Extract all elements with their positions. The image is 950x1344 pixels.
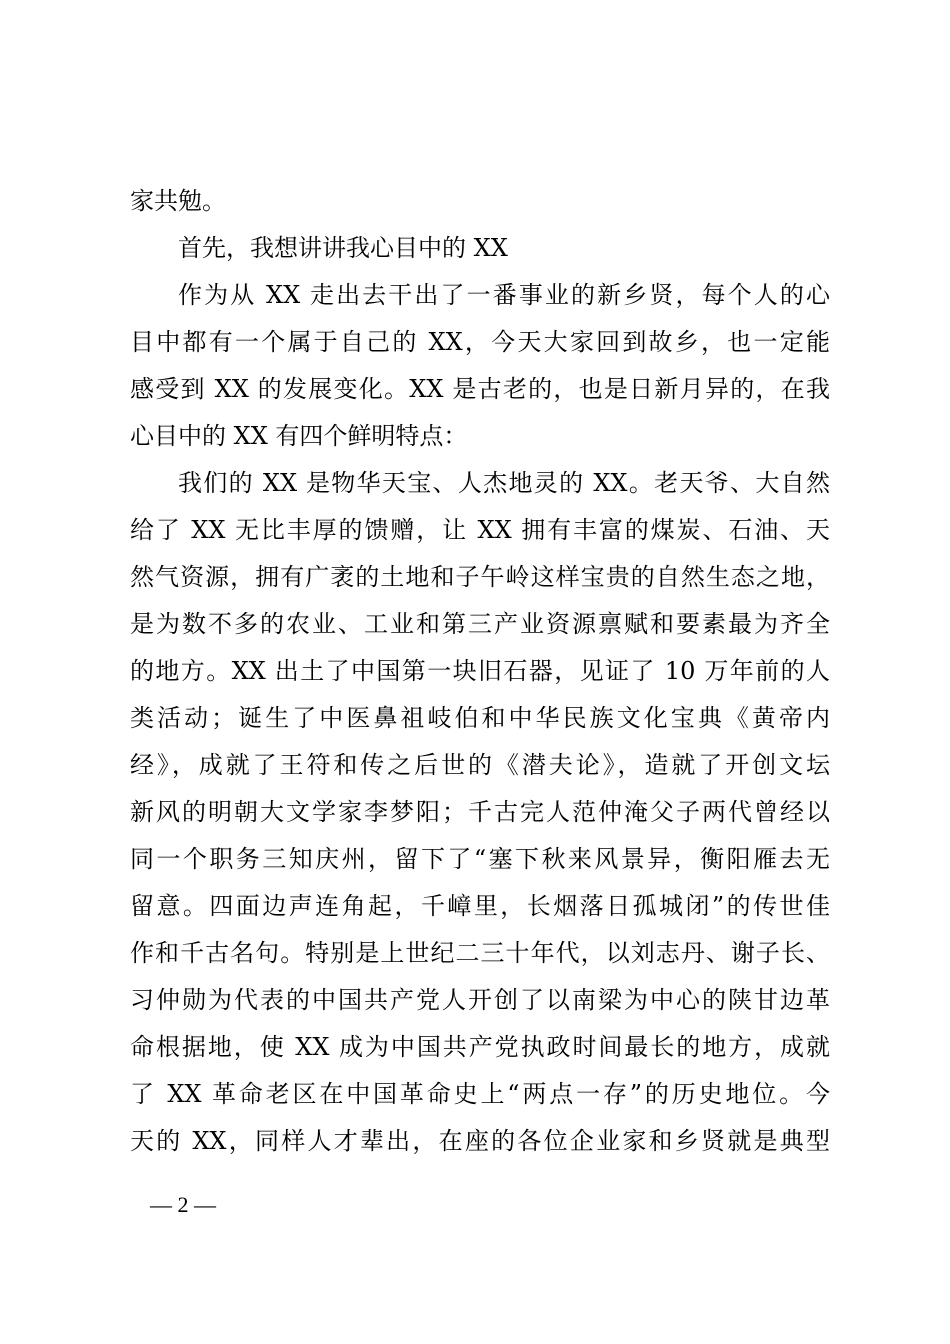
- text-line: 心目中的 XX 有四个鲜明特点：: [130, 422, 468, 450]
- text-line: 给了 XX 无比丰厚的馈赠，让 XX 拥有丰富的煤炭、石油、天: [130, 516, 830, 544]
- text-line: 作和千古名句。特别是上世纪二三十年代，以刘志丹、谢子长、: [130, 939, 830, 967]
- text-line: 同一个职务三知庆州，留下了“塞下秋来风景异，衡阳雁去无: [130, 845, 830, 873]
- text-line: 家共勉。: [130, 187, 226, 215]
- section-heading: 首先，我想讲讲我心目中的 XX: [178, 234, 508, 262]
- text-line: 留意。四面边声连角起，千嶂里，长烟落日孤城闭”的传世佳: [130, 892, 830, 920]
- page-number: — 2 —: [150, 1192, 216, 1217]
- text-line: 了 XX 革命老区在中国革命史上“两点一存”的历史地位。今: [130, 1080, 830, 1108]
- text-line: 目中都有一个属于自己的 XX，今天大家回到故乡，也一定能: [130, 328, 830, 356]
- text-line: 天的 XX，同样人才辈出，在座的各位企业家和乡贤就是典型: [130, 1127, 830, 1155]
- text-line: 感受到 XX 的发展变化。XX 是古老的，也是日新月异的，在我: [130, 375, 830, 403]
- text-line: 我们的 XX 是物华天宝、人杰地灵的 XX。老天爷、大自然: [178, 469, 830, 497]
- text-line: 新风的明朝大文学家李梦阳；千古完人范仲淹父子两代曾经以: [130, 798, 830, 826]
- text-line: 命根据地，使 XX 成为中国共产党执政时间最长的地方，成就: [130, 1033, 830, 1061]
- text-line: 类活动；诞生了中医鼻祖岐伯和中华民族文化宝典《黄帝内: [130, 704, 830, 732]
- text-line: 作为从 XX 走出去干出了一番事业的新乡贤，每个人的心: [178, 281, 830, 309]
- text-line: 是为数不多的农业、工业和第三产业资源禀赋和要素最为齐全: [130, 610, 830, 638]
- text-line: 习仲勋为代表的中国共产党人开创了以南梁为中心的陕甘边革: [130, 986, 830, 1014]
- text-line: 的地方。XX 出土了中国第一块旧石器，见证了 10 万年前的人: [130, 657, 830, 685]
- text-line: 然气资源，拥有广袤的土地和子午岭这样宝贵的自然生态之地，: [130, 563, 830, 591]
- text-line: 经》，成就了王符和传之后世的《潜夫论》，造就了开创文坛: [130, 751, 830, 779]
